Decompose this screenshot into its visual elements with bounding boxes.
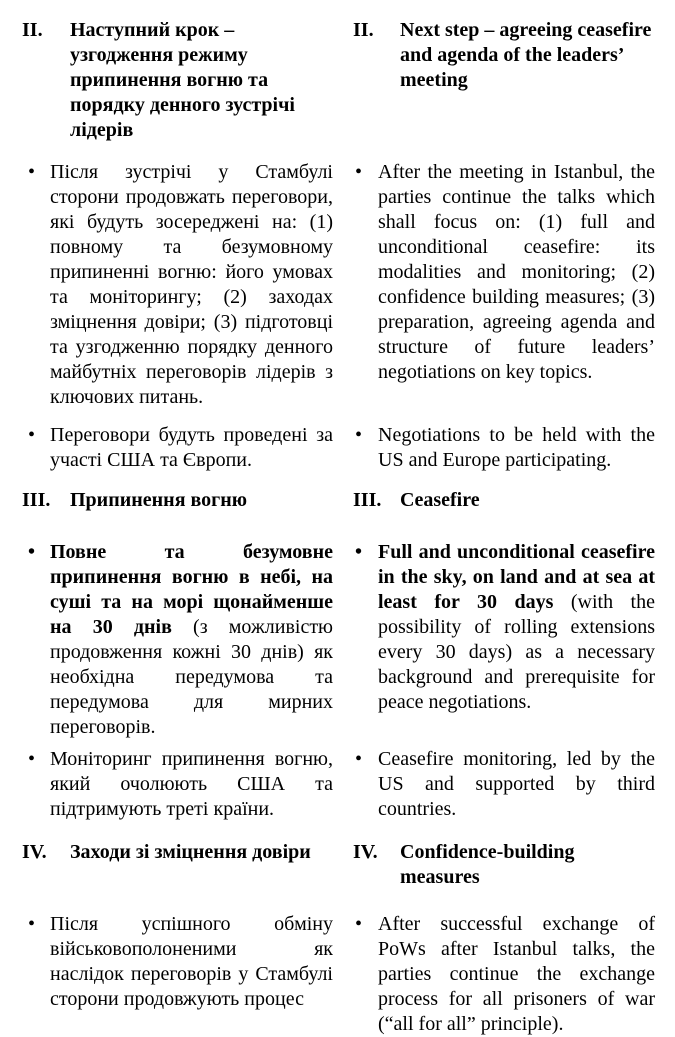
bullet-text: Ceasefire monitoring, led by the US and supported by third countries. — [378, 748, 655, 820]
ua-cell — [22, 18, 333, 143]
bullet-text: Після зустрічі у Стамбулі сторони продовжать переговори, які будуть зосереджені на: (1) повному та безумовному припиненні вогню: його умовах та моніторингу; (2) заходах зміцнення довіри; (3) підготовці та узгодженню порядку денного майбутніх переговорів лідерів з ключових питань. — [50, 161, 333, 408]
bullet-item-ua — [22, 540, 333, 740]
bullet-item-en — [353, 747, 655, 822]
section-title: Next step – agreeing ceasefire and agenda of the leaders’ meeting — [400, 19, 652, 91]
ua-cell — [22, 747, 333, 822]
en-cell — [353, 840, 655, 890]
ua-cell — [22, 912, 333, 1012]
bullet-icon: • — [28, 913, 36, 935]
ua-cell — [22, 540, 333, 740]
section-row-ii — [22, 18, 655, 143]
ua-cell — [22, 488, 333, 513]
section-title: Наступний крок – узгодження режиму припинення вогню та порядку денного зустрічі лідерів — [70, 19, 295, 141]
bullet-item-en — [353, 912, 655, 1037]
bullet-item-ua — [22, 747, 333, 822]
bullet-item-ua — [22, 912, 333, 1012]
section-heading-en — [353, 840, 655, 890]
bullet-icon: • — [28, 424, 36, 446]
bullet-row — [22, 540, 655, 740]
bullet-text: Після успішного обміну військовополоненими як наслідок переговорів у Стамбулі сторони продовжують процес — [50, 913, 333, 1010]
bullet-text — [50, 540, 333, 740]
bullet-icon: • — [28, 541, 36, 563]
en-cell — [353, 423, 655, 473]
ua-cell — [22, 840, 333, 865]
section-heading-ua — [22, 488, 333, 513]
section-title: Confidence-building measures — [400, 841, 575, 888]
section-heading-ua — [22, 840, 333, 865]
section-numeral: IV. — [22, 841, 47, 863]
bullet-text: After the meeting in Istanbul, the parties continue the talks which shall focus on: (1) full and unconditional ceasefire: its modalities and monitoring; (2) confidence building measures; (3) preparation, agreeing agenda and structure of future leaders’ negotiations on key topics. — [378, 161, 655, 383]
section-heading-en — [353, 488, 655, 513]
bullet-icon: • — [355, 424, 363, 446]
bullet-row — [22, 160, 655, 410]
bullet-text-rest: (with the possibility of rolling extensions every 30 days) as a necessary background and prerequisite for peace negotiations. — [378, 591, 655, 713]
bullet-text-rest: (з можливістю продовження кожні 30 днів) як необхідна передумова та передумова для мирних переговорів. — [50, 616, 333, 738]
bullet-row — [22, 747, 655, 822]
bullet-text: Моніторинг припинення вогню, який очолюють США та підтримують треті країни. — [50, 748, 333, 820]
bullet-icon: • — [28, 161, 36, 183]
bullet-text: Negotiations to be held with the US and Europe participating. — [378, 424, 655, 471]
bullet-item-en — [353, 540, 655, 715]
bullet-icon: • — [28, 748, 36, 770]
en-cell — [353, 912, 655, 1037]
bullet-item-en — [353, 423, 655, 473]
section-numeral: II. — [353, 19, 374, 41]
section-numeral: III. — [353, 489, 382, 511]
section-numeral: IV. — [353, 841, 378, 863]
en-cell — [353, 488, 655, 513]
en-cell — [353, 540, 655, 715]
ua-cell — [22, 423, 333, 473]
bullet-icon: • — [355, 541, 363, 563]
bullet-text-bold: Повне та безумовне припинення вогню в небі, на суші та на морі щонайменше на 30 днів — [50, 541, 333, 638]
en-cell — [353, 747, 655, 822]
bullet-text — [378, 540, 655, 715]
bullet-text: After successful exchange of PoWs after Istanbul talks, the parties continue the exchange process for all prisoners of war (“all for all” principle). — [378, 913, 655, 1035]
section-title: Заходи зі зміцнення довіри — [70, 841, 311, 863]
section-heading-ua — [22, 18, 333, 143]
ua-cell — [22, 160, 333, 410]
section-title: Ceasefire — [400, 489, 480, 511]
section-numeral: II. — [22, 19, 43, 41]
bullet-item-ua — [22, 423, 333, 473]
en-cell — [353, 160, 655, 385]
bullet-icon: • — [355, 913, 363, 935]
en-cell — [353, 18, 655, 93]
bullet-icon: • — [355, 748, 363, 770]
section-row-iv — [22, 840, 655, 890]
section-row-iii — [22, 488, 655, 513]
bullet-row — [22, 423, 655, 473]
bullet-text-bold: Full and unconditional ceasefire in the sky, on land and at sea at least for 30 days — [378, 541, 655, 613]
bullet-text: Переговори будуть проведені за участі США та Європи. — [50, 424, 333, 471]
bullet-item-ua — [22, 160, 333, 410]
section-heading-en — [353, 18, 655, 93]
bullet-item-en — [353, 160, 655, 385]
section-numeral: III. — [22, 489, 51, 511]
bullet-icon: • — [355, 161, 363, 183]
section-title: Припинення вогню — [70, 489, 248, 511]
bullet-row — [22, 912, 655, 1037]
